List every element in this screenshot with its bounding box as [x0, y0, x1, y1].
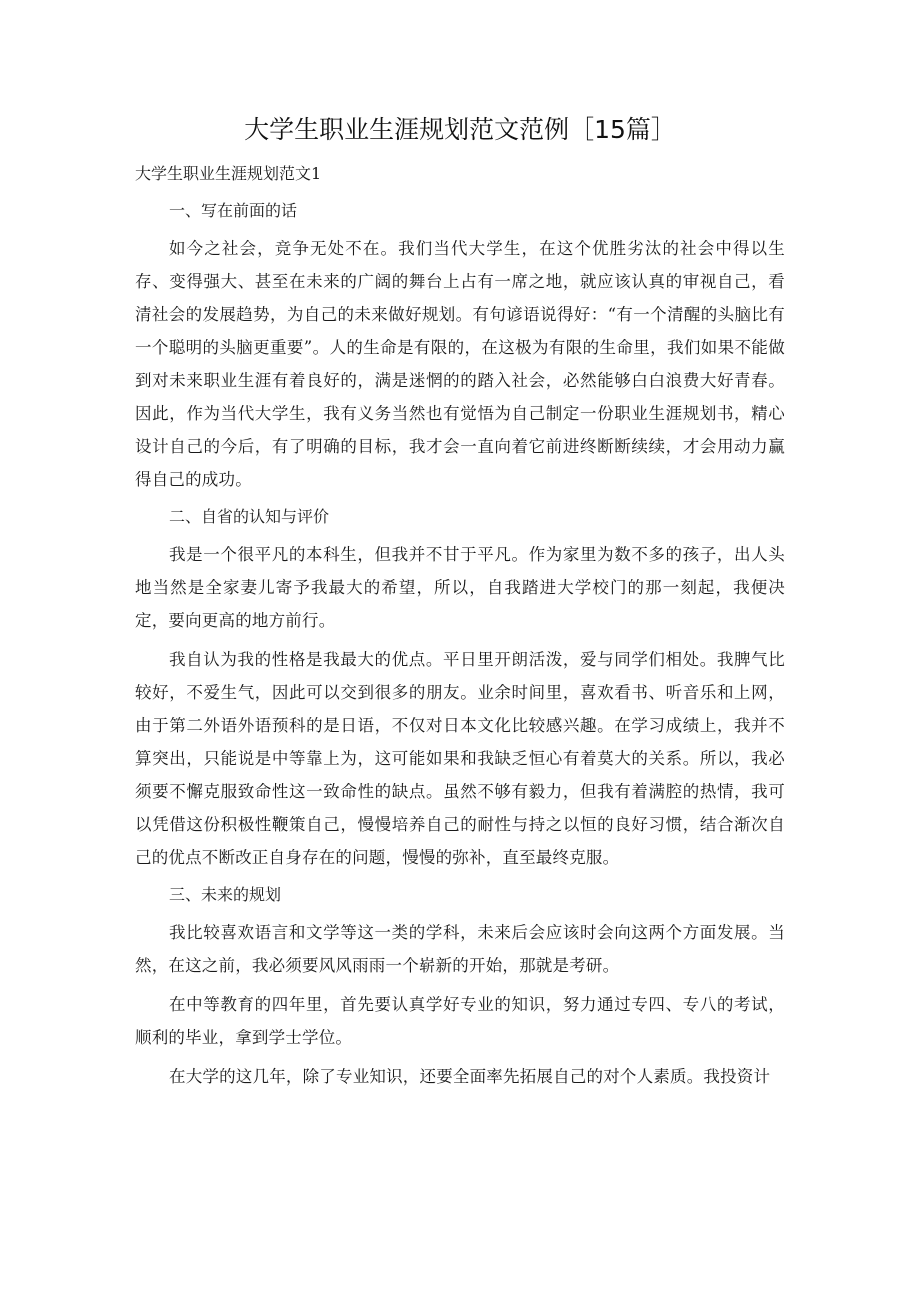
section-heading-2: 二、自省的认知与评价 [169, 507, 330, 526]
document-subtitle: 大学生职业生涯规划范文1 [135, 164, 322, 183]
document-body [135, 196, 785, 1099]
paragraph-3: 我自认为我的性格是我最大的优点。平日里开朗活泼，爱与同学们相处。我脾气比较好，不爱生气，因此可以交到很多的朋友。业余时间里，喜欢看书、听音乐和上网，由于第二外语外语预科的是日语，不仅对日本文化比较感兴趣。在学习成绩上，我并不算突出，只能说是中等靠上为，这可能如果和我缺乏恒心有着莫大的关系。所以，我必须要不懈克服致命性这一致命性的缺点。虽然不够有毅力，但我有着满腔的热情，我可以凭借这份积极性鞭策自己，慢慢培养自己的耐性与持之以恒的良好习惯，结合渐次自己的优点不断改正自身存在的问题，慢慢的弥补，直至最终克服。 [135, 650, 785, 867]
section-heading-1: 一、写在前面的话 [169, 201, 298, 220]
paragraph-4: 我比较喜欢语言和文学等这一类的学科，未来后会应该时会向这两个方面发展。当然，在这之前，我必须要风风雨雨一个崭新的开始，那就是考研。 [135, 923, 785, 975]
section-heading-3: 三、未来的规划 [169, 885, 282, 904]
paragraph-2: 我是一个很平凡的本科生，但我并不甘于平凡。作为家里为数不多的孩子，出人头地当然是全家妻儿寄予我最大的希望，所以，自我踏进大学校门的那一刻起，我便决定，要向更高的地方前行。 [135, 545, 785, 630]
document-title: 大学生职业生涯规划范文范例［15篇］ [244, 115, 676, 144]
paragraph-5: 在中等教育的四年里，首先要认真学好专业的知识，努力通过专四、专八的考试，顺利的毕业，拿到学士学位。 [135, 995, 785, 1047]
paragraph-1: 如今之社会，竞争无处不在。我们当代大学生，在这个优胜劣汰的社会中得以生存、变得强大、甚至在未来的广阔的舞台上占有一席之地，就应该认真的审视自己，看清社会的发展趋势，为自己的未来做好规划。有句谚语说得好：“有一个清醒的头脑比有一个聪明的头脑更重要”。人的生命是有限的，在这极为有限的生命里，我们如果不能做到对未来职业生涯有着良好的，满是迷惘的的踏入社会，必然能够白白浪费大好青春。因此，作为当代大学生，我有义务当然也有觉悟为自己制定一份职业生涯规划书，精心设计自己的今后，有了明确的目标，我才会一直向着它前进终断断续续，才会用动力赢得自己的成功。 [135, 239, 785, 489]
paragraph-6: 在大学的这几年，除了专业知识，还要全面率先拓展自己的对个人素质。我投资计 [169, 1067, 771, 1086]
